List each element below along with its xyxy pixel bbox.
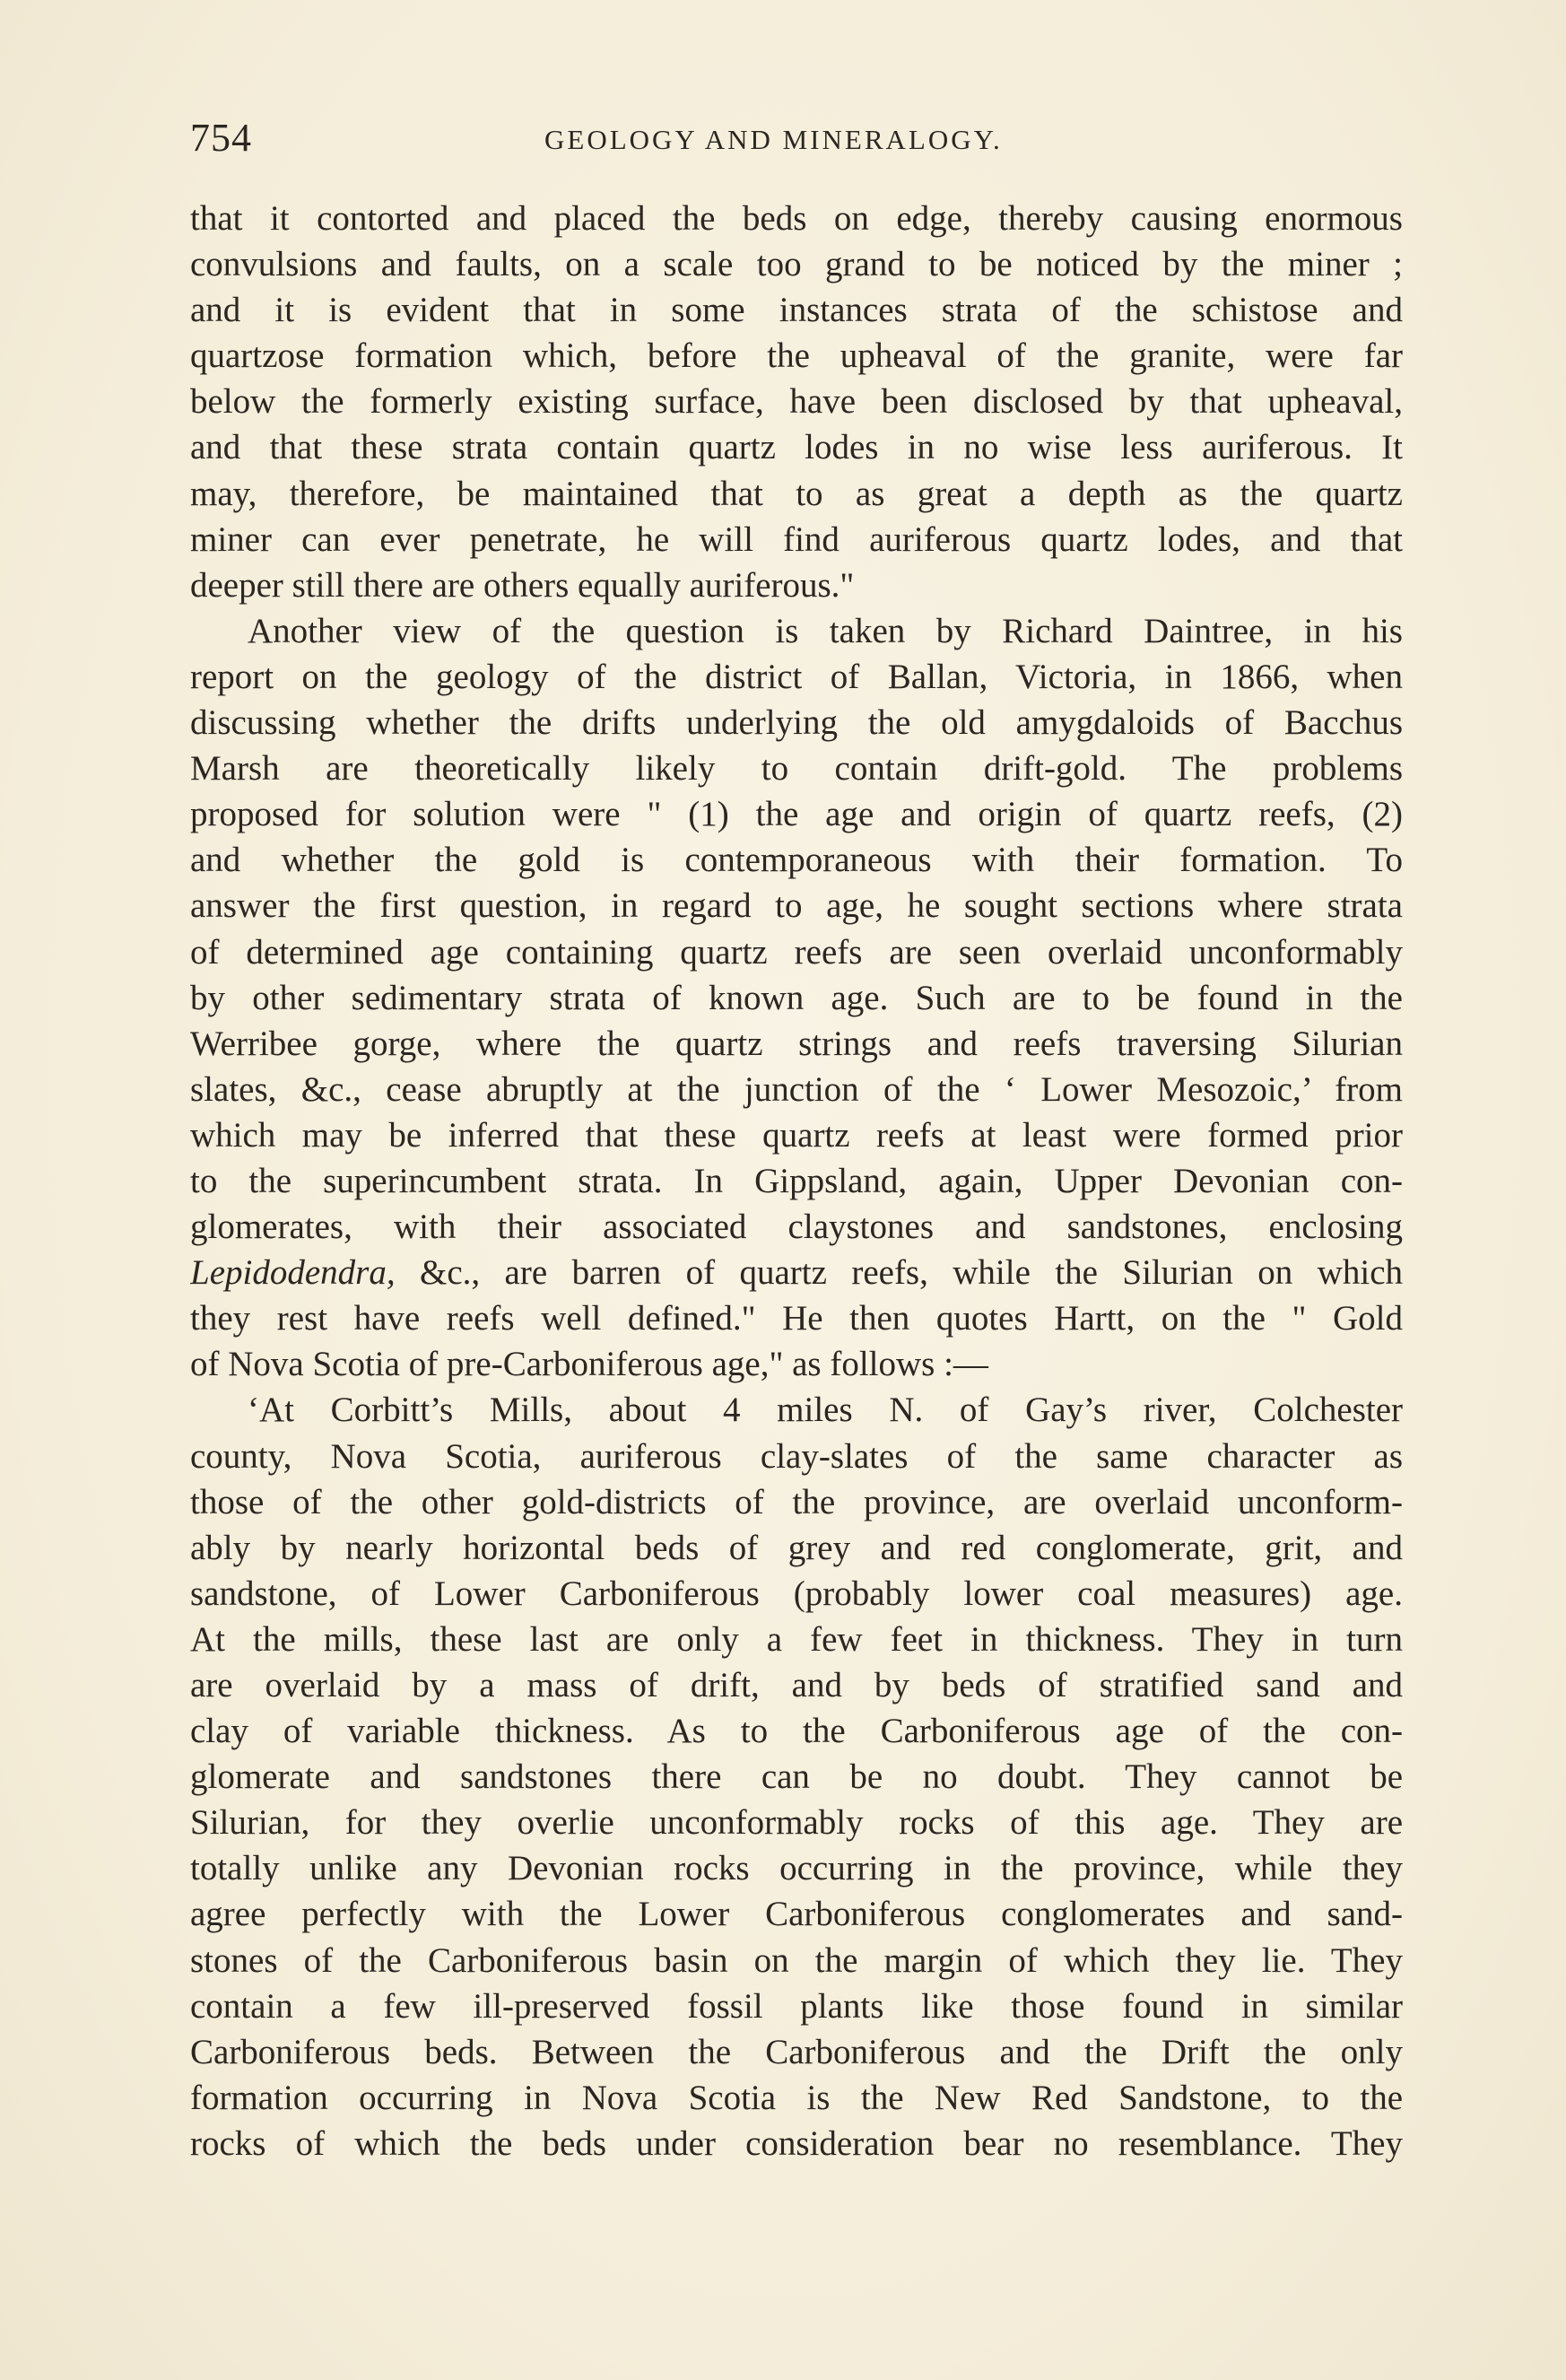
text-line: Marsh are theoretically likely to contain drift-gold. The problems xyxy=(190,749,1403,789)
running-title: GEOLOGY AND MINERALOGY. xyxy=(544,124,1003,155)
text-line: agree perfectly with the Lower Carboniferous conglomerates and sand- xyxy=(190,1895,1403,1934)
text-line: At the mills, these last are only a few feet in thickness. They in turn xyxy=(190,1619,1403,1659)
paragraph-start-line: Another view of the question is taken by Richard Daintree, in his xyxy=(248,611,1403,650)
text-line: formation occurring in Nova Scotia is the New Red Sandstone, to the xyxy=(190,2078,1403,2117)
text-line: and it is evident that in some instances strata of the schistose and xyxy=(190,291,1403,330)
text-line: contain a few ill-preserved fossil plants like those found in similar xyxy=(190,1986,1403,2026)
text-line: deeper still there are others equally auriferous." xyxy=(190,565,855,605)
text-line: and whether the gold is contemporaneous with their formation. To xyxy=(190,841,1403,880)
text-line: which may be inferred that these quartz reefs at least were formed prior xyxy=(190,1115,1403,1155)
text-line: stones of the Carboniferous basin on the margin of which they lie. They xyxy=(190,1940,1403,1980)
running-head xyxy=(190,115,1408,169)
text-line: below the formerly existing surface, have been disclosed by that upheaval, xyxy=(190,382,1403,422)
text-line: Silurian, for they overlie unconformably rocks of this age. They are xyxy=(190,1803,1403,1843)
text-line: report on the geology of the district of Ballan, Victoria, in 1866, when xyxy=(190,657,1403,696)
text-line: Werribee gorge, where the quartz strings and reefs traversing Silurian xyxy=(190,1024,1403,1063)
text-line: totally unlike any Devonian rocks occurring in the province, while they xyxy=(190,1849,1403,1888)
text-line: glomerate and sandstones there can be no doubt. They cannot be xyxy=(190,1757,1403,1797)
text-line: Carboniferous beds. Between the Carboniferous and the Drift the only xyxy=(190,2032,1403,2071)
page-number: 754 xyxy=(190,116,252,160)
text-fragment: &c., are barren of quartz reefs, while the Silurian on which xyxy=(420,1253,1403,1293)
text-line: by other sedimentary strata of known age. Such are to be found in the xyxy=(190,978,1403,1017)
text-line: that it contorted and placed the beds on edge, thereby causing enormous xyxy=(190,199,1403,238)
text-line: proposed for solution were " (1) the age and origin of quartz reefs, (2) xyxy=(190,795,1403,834)
text-line: quartzose formation which, before the upheaval of the granite, were far xyxy=(190,336,1403,376)
text-line-with-italic xyxy=(190,1250,1403,1295)
text-line: of determined age containing quartz reefs are seen overlaid unconformably xyxy=(190,932,1403,972)
text-line: rocks of which the beds under consideration bear no resemblance. They xyxy=(190,2123,1403,2163)
body-text xyxy=(190,196,1403,2166)
text-line: and that these strata contain quartz lodes in no wise less auriferous. It xyxy=(190,428,1403,467)
paragraph-start-line: ‘At Corbitt’s Mills, about 4 miles N. of Gay’s river, Colchester xyxy=(248,1391,1403,1430)
text-line: answer the first question, in regard to age, he sought sections where strata xyxy=(190,886,1403,926)
text-line: of Nova Scotia of pre-Carboniferous age," as follows :— xyxy=(190,1345,988,1384)
text-line: ably by nearly horizontal beds of grey and red conglomerate, grit, and xyxy=(190,1528,1403,1567)
text-line: discussing whether the drifts underlying the old amygdaloids of Bacchus xyxy=(190,703,1403,743)
text-line: to the superincumbent strata. In Gippsland, again, Upper Devonian con- xyxy=(190,1161,1403,1200)
text-line: miner can ever penetrate, he will find auriferous quartz lodes, and that xyxy=(190,519,1403,559)
text-line: those of the other gold-districts of the province, are overlaid unconform- xyxy=(190,1482,1403,1521)
text-line: may, therefore, be maintained that to as great a depth as the quartz xyxy=(190,474,1403,513)
text-line: sandstone, of Lower Carboniferous (probably lower coal measures) age. xyxy=(190,1574,1403,1613)
text-line: clay of variable thickness. As to the Carboniferous age of the con- xyxy=(190,1712,1403,1751)
text-line: they rest have reefs well defined." He then quotes Hartt, on the " Gold xyxy=(190,1299,1403,1338)
text-line: county, Nova Scotia, auriferous clay-slates of the same character as xyxy=(190,1436,1403,1476)
text-line: glomerates, with their associated claystones and sandstones, enclosing xyxy=(190,1207,1403,1247)
text-line: slates, &c., cease abruptly at the junction of the ‘ Lower Mesozoic,’ from xyxy=(190,1069,1403,1109)
italic-term: Lepidodendra, xyxy=(190,1253,396,1293)
text-line: are overlaid by a mass of drift, and by beds of stratified sand and xyxy=(190,1666,1403,1704)
text-line: convulsions and faults, on a scale too grand to be noticed by the miner ; xyxy=(190,245,1403,284)
